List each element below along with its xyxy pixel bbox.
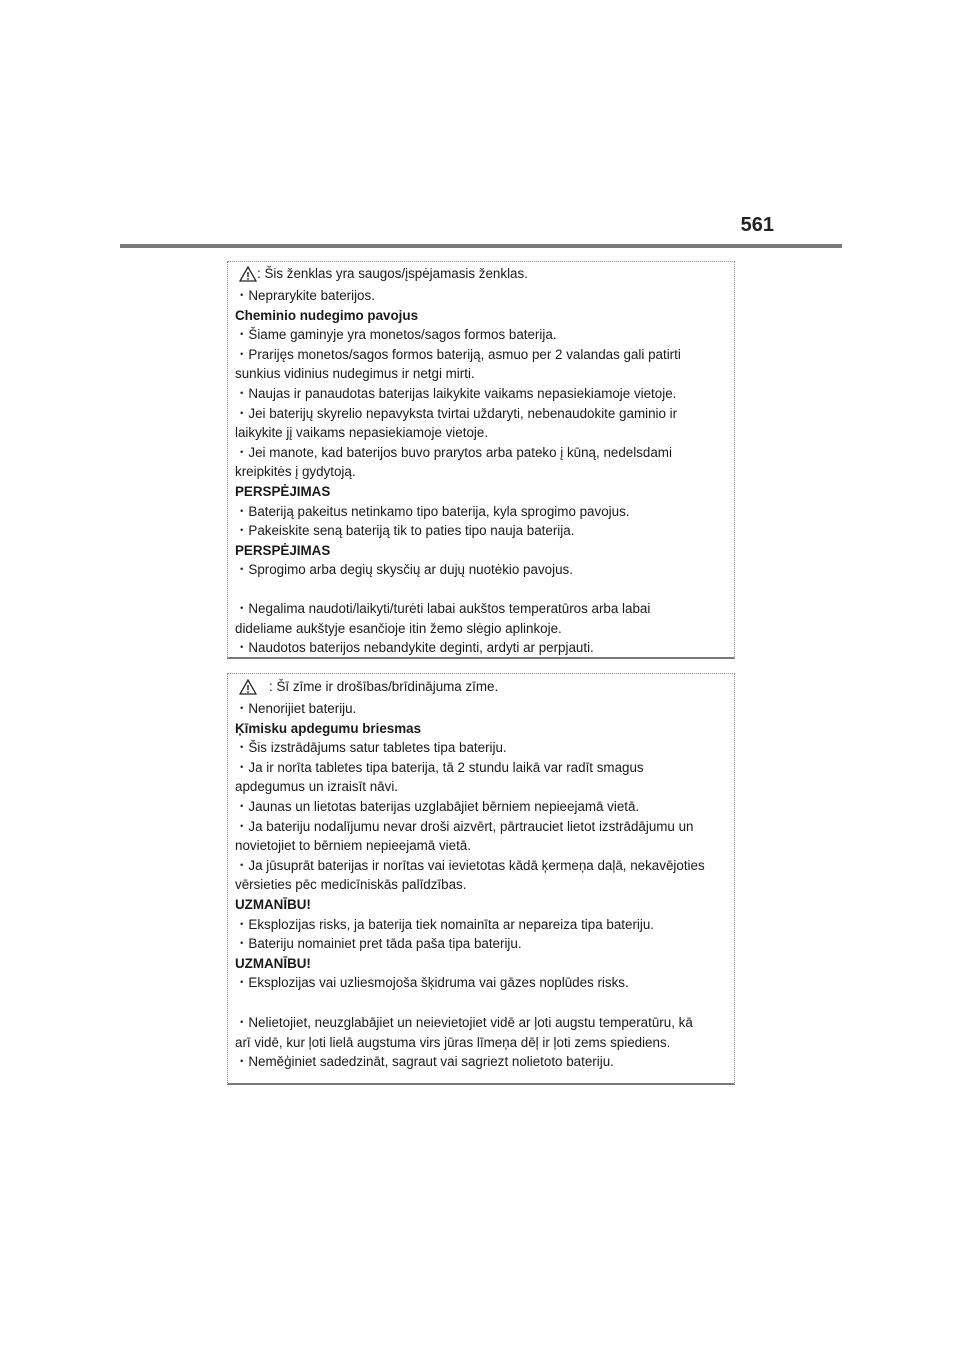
text-line: ・Eksplozijas vai uzliesmojoša šķidruma vai gāzes noplūdes risks. [235, 975, 629, 991]
text-line: apdegumus un izraisīt nāvi. [235, 779, 399, 795]
text-line: ・Bateriju nomainiet pret tāda paša tipa bateriju. [235, 936, 522, 952]
text-line: ・Sprogimo arba degių skysčių ar dujų nuotėkio pavojus. [235, 562, 573, 578]
text-line: laikykite jį vaikams nepasiekiamoje vietoje. [235, 425, 489, 441]
page-number: 561 [740, 214, 774, 236]
warning-triangle-icon [239, 679, 257, 695]
text-line: ・Ja ir norīta tabletes tipa baterija, tā 2 stundu laikā var radīt smagus [235, 759, 644, 775]
warning-sign-text: : Šis ženklas yra saugos/įspėjamasis ženklas. [257, 266, 528, 281]
text-line: ・Jei baterijų skyrelio nepavyksta tvirtai uždaryti, nebenaudokite gaminio ir [235, 405, 678, 421]
text-line: ・Nelietojiet, neuzglabājiet un neievietojiet vidē ar ļoti augstu temperatūru, kā [235, 1015, 693, 1030]
text-line: ・Naujas ir panaudotas baterijas laikykite vaikams nepasiekiamoje vietoje. [235, 386, 677, 401]
text-line: ・Šis izstrādājums satur tabletes tipa bateriju. [235, 740, 507, 756]
text-line: dideliame aukštyje esančioje itin žemo slėgio aplinkoje. [235, 620, 562, 636]
text-line: ・Prarijęs monetos/sagos formos bateriją, asmuo per 2 valandas gali patirti [235, 346, 681, 362]
warning-sign-row [235, 266, 528, 282]
text-line: kreipkitės į gydytoją. [235, 464, 356, 480]
text-line: ・Eksplozijas risks, ja baterija tiek nomainīta ar nepareiza tipa bateriju. [235, 916, 655, 932]
text-line: ・Ja bateriju nodalījumu nevar droši aizvērt, pārtrauciet lietot izstrādājumu un [235, 818, 694, 834]
text-line: ・Jaunas un lietotas baterijas uzglabājiet bērniem nepieejamā vietā. [235, 799, 640, 814]
section-heading: PERSPĖJIMAS [235, 484, 331, 499]
warning-triangle-icon [239, 266, 257, 282]
text-line: ・Negalima naudoti/laikyti/turėti labai aukštos temperatūros arba labai [235, 601, 651, 616]
section-heading: Ķīmisku apdegumu briesmas [235, 720, 422, 736]
text-line: ・Ja jūsuprāt baterijas ir norītas vai ievietotas kādā ķermeņa daļā, nekavējoties [235, 857, 705, 873]
header-rule [120, 244, 842, 248]
text-line: vērsieties pēc medicīniskās palīdzības. [235, 877, 467, 893]
text-line: ・Naudotos baterijos nebandykite deginti, ardyti ar perpjauti. [235, 640, 594, 656]
text-line: ・Šiame gaminyje yra monetos/sagos formos baterija. [235, 327, 557, 343]
section-heading: PERSPĖJIMAS [235, 542, 331, 558]
warning-box-latvian [227, 673, 735, 1085]
text-line: ・Bateriją pakeitus netinkamo tipo baterija, kyla sprogimo pavojus. [235, 503, 630, 519]
text-line: arī vidē, kur ļoti lielā augstuma virs jūras līmeņa dēļ ir ļoti zems spiediens. [235, 1034, 671, 1050]
text-line: sunkius vidinius nudegimus ir netgi mirti. [235, 366, 475, 382]
text-line: ・Neměģiniet sadedzināt, sagraut vai sagriezt nolietoto bateriju. [235, 1054, 614, 1070]
warning-sign-row [235, 679, 498, 695]
text-line: ・Jei manote, kad baterijos buvo prarytos arba pateko į kūną, nedelsdami [235, 444, 672, 460]
section-heading: UZMANĪBU! [235, 955, 311, 971]
text-line: ・Pakeiskite seną bateriją tik to paties tipo nauja baterija. [235, 523, 575, 539]
warning-sign-text: : Šī zīme ir drošības/brīdinājuma zīme. [269, 679, 499, 694]
section-heading: UZMANĪBU! [235, 897, 311, 912]
text-line: ・Nenorijiet bateriju. [235, 701, 357, 716]
text-line: ・Neprarykite baterijos. [235, 288, 375, 303]
warning-box-lithuanian [227, 261, 735, 659]
section-heading: Cheminio nudegimo pavojus [235, 307, 419, 323]
text-line: novietojiet to bērniem nepieejamā vietā. [235, 838, 471, 854]
